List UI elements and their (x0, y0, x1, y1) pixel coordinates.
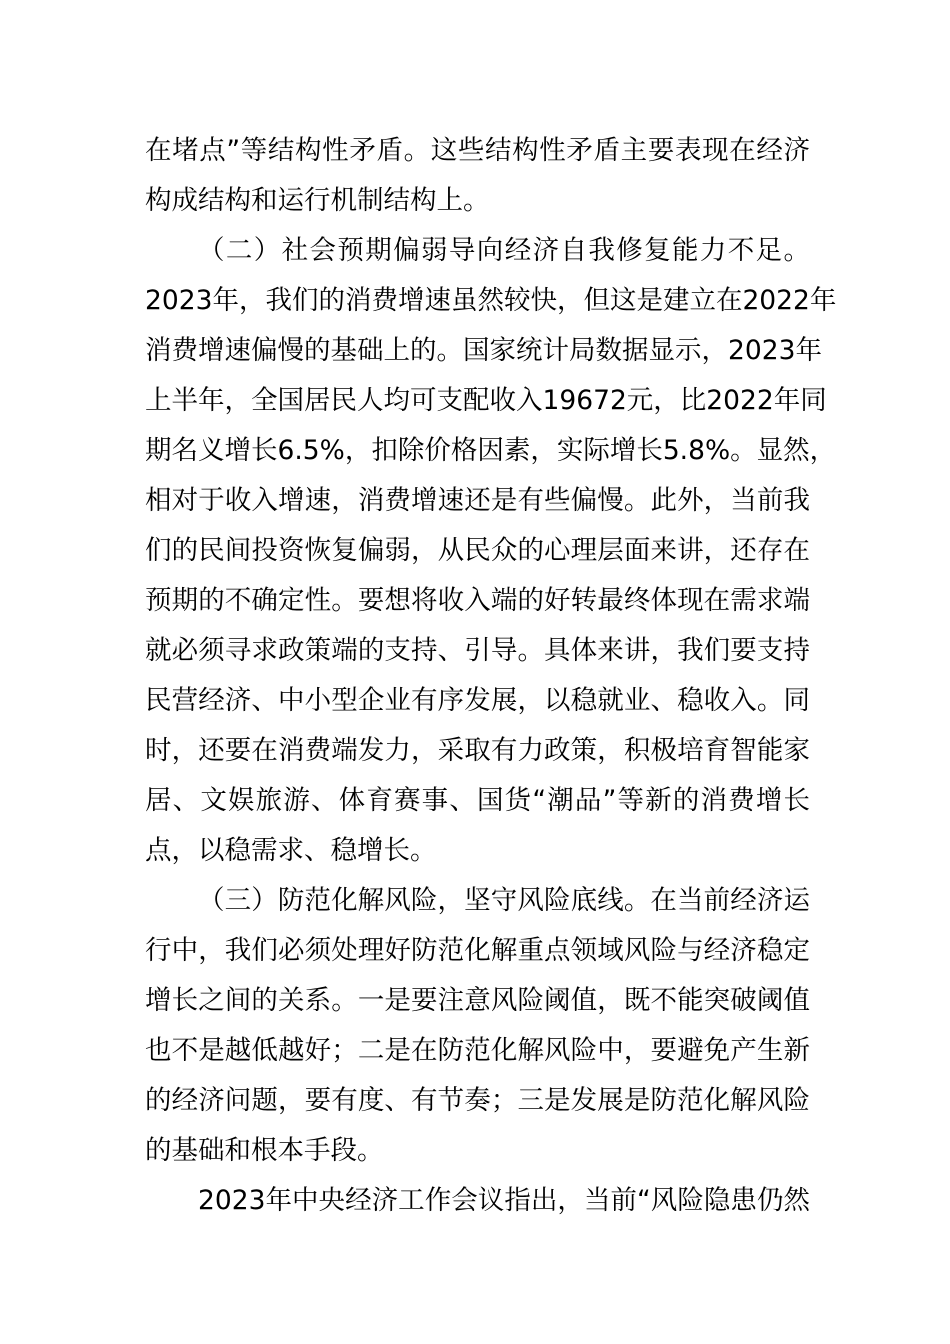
text-line: 点，以稳需求、稳增长。 (145, 835, 437, 866)
text-line: 相对于收入增速，消费增速还是有些偏慢。此外，当前我 (145, 485, 810, 516)
text-line: 构成结构和运行机制结构上。 (145, 185, 490, 216)
text-line: 居、文娱旅游、体育赛事、国货“潮品”等新的消费增长 (145, 785, 810, 816)
paragraph-continuation (145, 126, 810, 226)
text-line: 行中，我们必须处理好防范化解重点领域风险与经济稳定 (145, 935, 810, 966)
paragraph-social-expectations (145, 226, 837, 876)
paragraph-risk-prevention (145, 876, 810, 1176)
body-text (145, 126, 837, 1226)
text-line: 的经济问题，要有度、有节奏；三是发展是防范化解风险 (145, 1085, 810, 1116)
text-line: 消费增速偏慢的基础上的。国家统计局数据显示，2023年 (145, 335, 822, 366)
text-line: 期名义增长6.5%，扣除价格因素，实际增长5.8%。显然， (145, 435, 837, 466)
text-line: （二）社会预期偏弱导向经济自我修复能力不足。 (198, 235, 810, 266)
text-line: 们的民间投资恢复偏弱，从民众的心理层面来讲，还存在 (145, 535, 810, 566)
text-line: 也不是越低越好；二是在防范化解风险中，要避免产生新 (145, 1035, 810, 1066)
text-line: 在堵点”等结构性矛盾。这些结构性矛盾主要表现在经济 (145, 135, 810, 166)
text-line: 就必须寻求政策端的支持、引导。具体来讲，我们要支持 (145, 635, 810, 666)
paragraph-work-conference (145, 1176, 810, 1226)
text-line: 2023年中央经济工作会议指出，当前“风险隐患仍然 (198, 1185, 810, 1216)
text-line: 的基础和根本手段。 (145, 1135, 384, 1166)
text-line: 时，还要在消费端发力，采取有力政策，积极培育智能家 (145, 735, 810, 766)
text-line: 上半年，全国居民人均可支配收入19672元，比2022年同 (145, 385, 827, 416)
text-line: （三）防范化解风险，坚守风险底线。在当前经济运 (198, 885, 810, 916)
text-line: 预期的不确定性。要想将收入端的好转最终体现在需求端 (145, 585, 810, 616)
text-line: 增长之间的关系。一是要注意风险阈值，既不能突破阈值 (145, 985, 810, 1016)
text-line: 民营经济、中小型企业有序发展，以稳就业、稳收入。同 (145, 685, 810, 716)
text-line: 2023年，我们的消费增速虽然较快，但这是建立在2022年 (145, 285, 837, 316)
